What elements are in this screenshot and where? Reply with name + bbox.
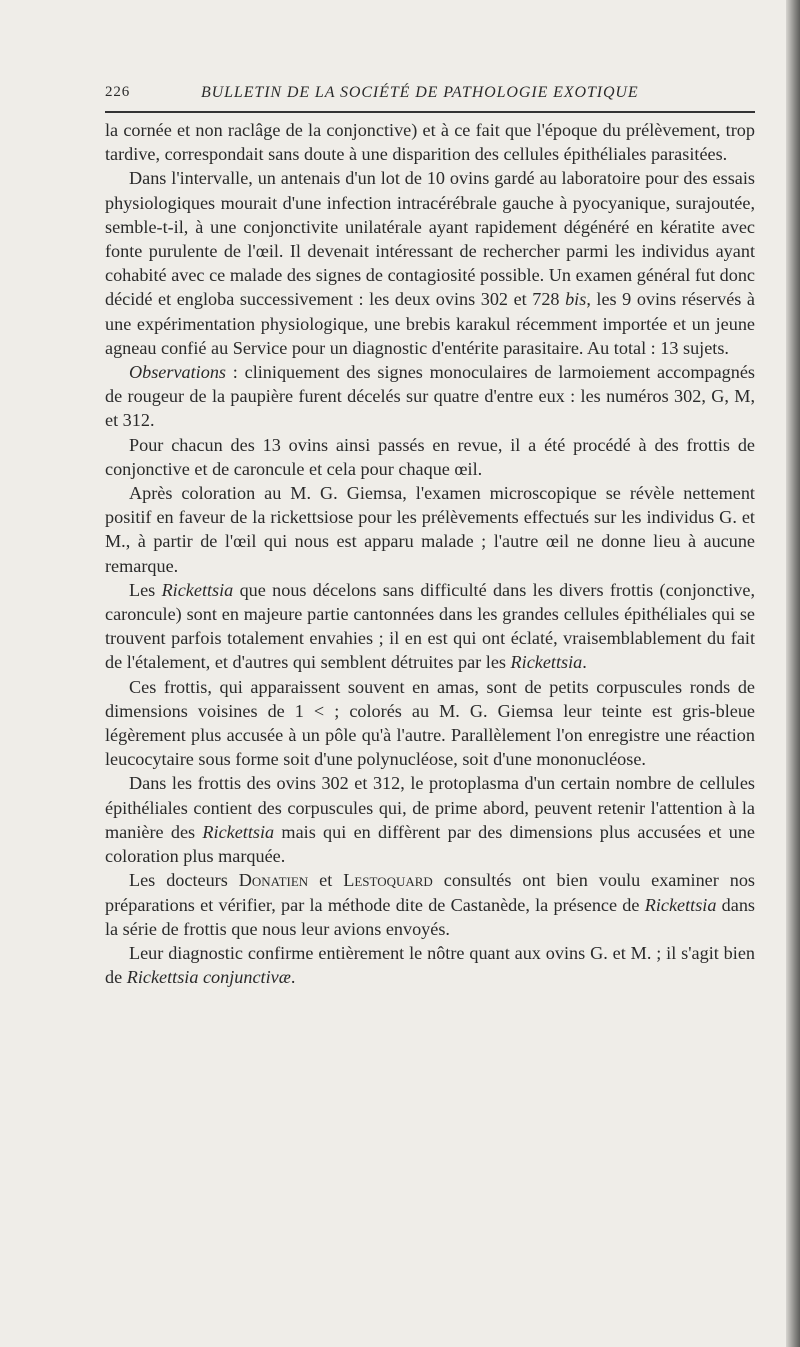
paragraph-rickettsia: Les Rickettsia que nous décelons sans difficulté dans les divers frottis (conjonctive, caroncule) sont en majeure partie cantonnées dans les grandes cellules épithéliales qui se trouvent parfois totalement envahies ; il en est qui ont éclaté, vraisemblablement du fait de l'étalement, et d'autres qui semblent détruites par les Rickettsia. [105,579,756,673]
page-edge-shadow [786,0,800,1347]
paragraph-docteurs: Les docteurs Donatien et Lestoquard consultés ont bien voulu examiner nos préparations et vérifier, par la méthode dite de Castanède, la présence de Rickettsia dans la série de frottis que nous leur avions envoyés. [105,870,756,939]
paragraph-intervalle: Dans l'intervalle, un antenais d'un lot de 10 ovins gardé au laboratoire pour des essais physiologiques mourait d'une infection intracérébrale gauche à pyocyanique, surajoutée, semble-t-il, à une conjonctivite unilatérale ayant rapidement dégénéré en kératite avec fonte purulente de l'œil. Il devenait intéressant de rechercher parmi les individus ayant cohabité avec ce malade des signes de contagiosité possible. Un examen général fut donc décidé et engloba successivement : les deux ovins 302 et 728 bis, les 9 ovins réservés à une expérimentation physiologique, une brebis karakul récemment importée et un jeune agneau confié au Service pour un diagnostic d'entérite parasitaire. Au total : 13 sujets. [105,168,755,358]
running-header [105,84,755,106]
paragraph-corpuscules: Ces frottis, qui apparaissent souvent en amas, sont de petits corpuscules ronds de dimensions voisines de 1 < ; colorés au M. G. Giemsa leur teinte est gris-bleue légèrement plus accusée à un pôle qu'à l'autre. Parallèlement l'on enregistre une réaction leucocytaire sous forme soit d'une polynucléose, soit d'une mononucléose. [105,676,755,770]
running-title: BULLETIN DE LA SOCIÉTÉ DE PATHOLOGIE EXOTIQUE [201,84,639,101]
paragraph-frottis: Pour chacun des 13 ovins ainsi passés en revue, il a été procédé à des frottis de conjonctive et de caroncule et cela pour chaque œil. [105,434,755,479]
header-rule [105,111,755,113]
observations-heading: Observations [129,362,226,383]
paragraph-observations: Observations : cliniquement des signes monoculaires de larmoiement accompagnés de rougeur de la paupière furent décelés sur quatre d'entre eux : les numéros 302, G, M, et 312. [105,362,755,431]
paragraph-ovins: Dans les frottis des ovins 302 et 312, le protoplasma d'un certain nombre de cellules épithéliales contient des corpuscules qui, de prime abord, peuvent retenir l'attention à la manière des Rickettsia mais qui en diffèrent par des dimensions plus accusées et une coloration plus marquée. [105,773,755,867]
body-text [105,118,755,989]
paragraph-continuation: la cornée et non raclâge de la conjonctive) et à ce fait que l'époque du prélèvement, trop tardive, correspondait sans doute à une disparition des cellules épithéliales parasitées. [105,120,755,165]
page-number: 226 [105,84,131,100]
author-name: Donatien [238,870,309,891]
paragraph-diagnostic: Leur diagnostic confirme entièrement le nôtre quant aux ovins G. et M. ; il s'agit bien de Rickettsia conjunctivæ. [105,942,755,988]
paragraph-coloration: Après coloration au M. G. Giemsa, l'examen microscopique se révèle nettement positif en faveur de la rickettsiose pour les prélèvements effectués sur les individus G. et M., à partir de l'œil qui nous est apparu malade ; l'autre œil ne donne lieu à aucune remarque. [105,483,755,576]
author-name: Lestoquard [343,870,433,891]
